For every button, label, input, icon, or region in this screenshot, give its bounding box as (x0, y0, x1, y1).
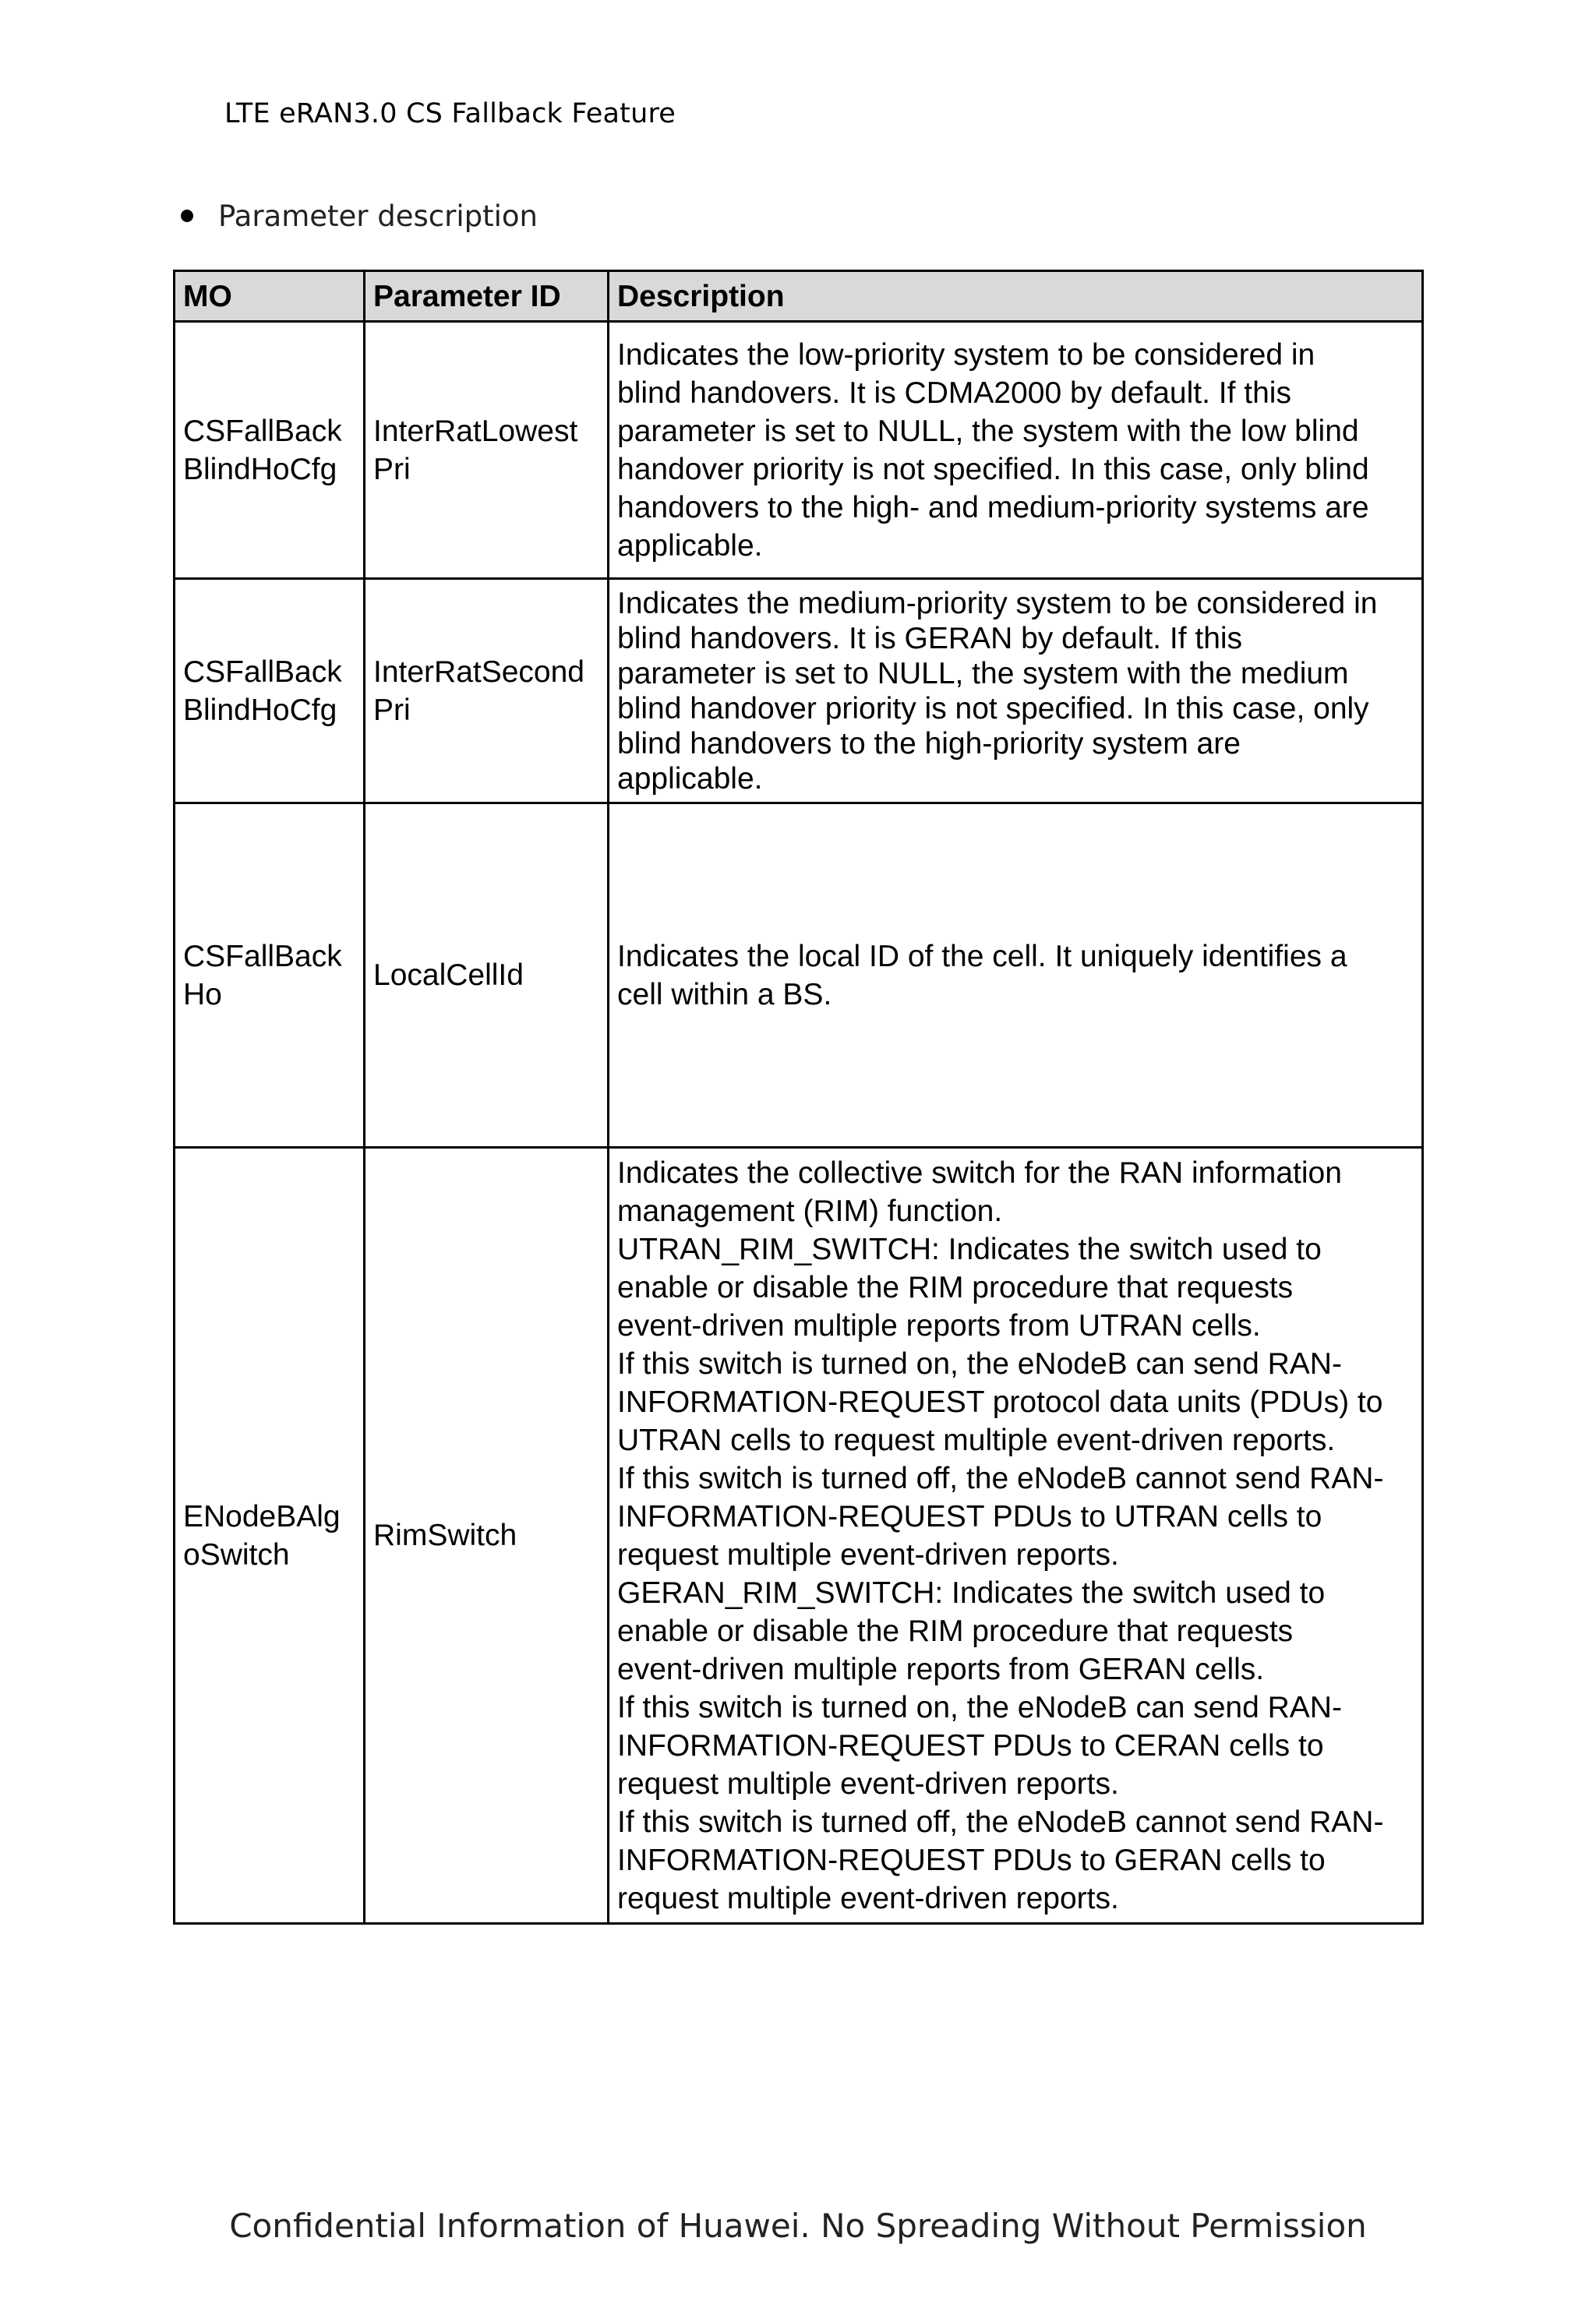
section-bullet-text: Parameter description (218, 199, 538, 233)
bullet-icon (181, 210, 193, 222)
column-header-description: Description (609, 271, 1423, 322)
cell-description: Indicates the local ID of the cell. It uniquely identifies a cell within a BS. (609, 803, 1423, 1148)
cell-description: Indicates the low-priority system to be considered in blind handovers. It is CDMA2000 by default. If this parameter is set to NULL, the system with the low blind handover priority is not specified. In this case, only blind handovers to the high- and medium-priority systems are applicable. (609, 322, 1423, 579)
column-header-mo: MO (175, 271, 365, 322)
section-bullet (181, 199, 538, 233)
cell-mo: ENodeBAlg oSwitch (175, 1148, 365, 1924)
column-header-parameter-id: Parameter ID (365, 271, 609, 322)
table-row (175, 322, 1423, 579)
table-row (175, 1148, 1423, 1924)
table-row (175, 579, 1423, 803)
cell-description: Indicates the medium-priority system to be considered in blind handovers. It is GERAN by default. If this parameter is set to NULL, the system with the medium blind handover priority is not specified. In this case, only blind handovers to the high-priority system are applicable. (609, 579, 1423, 803)
parameter-table (173, 270, 1424, 1925)
document-header-title: LTE eRAN3.0 CS Fallback Feature (224, 98, 676, 129)
cell-mo: CSFallBack BlindHoCfg (175, 322, 365, 579)
cell-parameter-id: RimSwitch (365, 1148, 609, 1924)
cell-description: Indicates the collective switch for the RAN information management (RIM) function. UTRAN_RIM_SWITCH: Indicates the switch used to enable or disable the RIM procedure that requests event-driven multiple reports from UTRAN cells. If this switch is turned on, the eNodeB can send RAN- INFORMATION-REQUEST protocol data units (PDUs) to UTRAN cells to request multiple event-driven reports. If this switch is turned off, the eNodeB cannot send RAN- INFORMATION-REQUEST PDUs to UTRAN cells to request multiple event-driven reports. GERAN_RIM_SWITCH: Indicates the switch used to enable or disable the RIM procedure that requests event-driven multiple reports from GERAN cells. If this switch is turned on, the eNodeB can send RAN- INFORMATION-REQUEST PDUs to CERAN cells to request multiple event-driven reports. If this switch is turned off, the eNodeB cannot send RAN- INFORMATION-REQUEST PDUs to GERAN cells to request multiple event-driven reports. (609, 1148, 1423, 1924)
cell-mo: CSFallBack BlindHoCfg (175, 579, 365, 803)
cell-parameter-id: InterRatLowest Pri (365, 322, 609, 579)
table-header-row (175, 271, 1423, 322)
cell-parameter-id: LocalCellId (365, 803, 609, 1148)
confidential-footer: Confidential Information of Huawei. No Spreading Without Permission (229, 2207, 1367, 2245)
cell-mo: CSFallBack Ho (175, 803, 365, 1148)
table-row (175, 803, 1423, 1148)
cell-parameter-id: InterRatSecond Pri (365, 579, 609, 803)
